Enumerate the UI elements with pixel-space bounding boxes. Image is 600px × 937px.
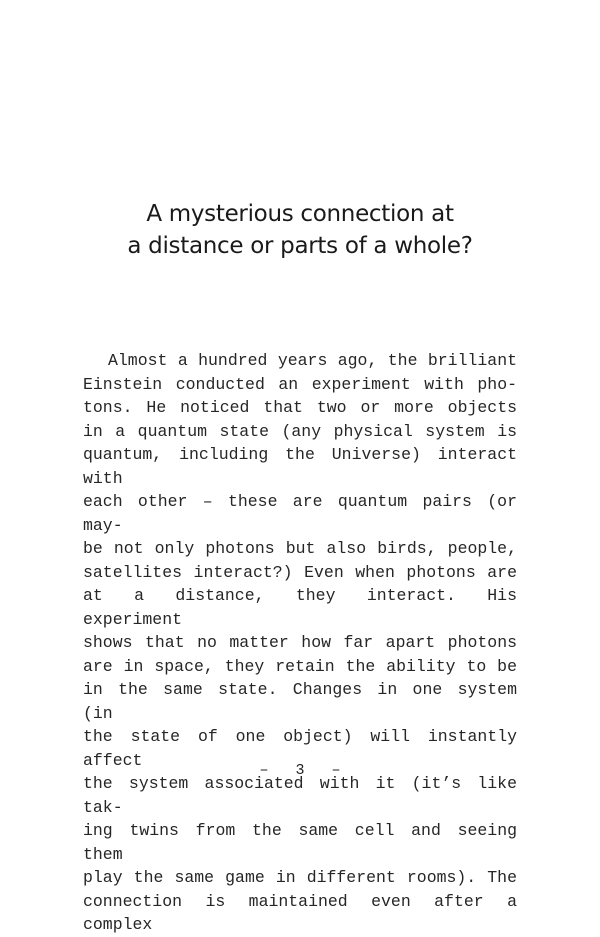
body-line: quantum, including the Universe) interact with — [83, 445, 517, 488]
body-line: satellites interact?) Even when photons are — [83, 562, 517, 582]
body-line: be not only photons but also birds, people, — [83, 539, 517, 558]
body-line: the state of one object) will instantly affect — [83, 727, 517, 770]
chapter-title-line-2: a distance or parts of a whole? — [127, 233, 473, 259]
chapter-title-line-1: A mysterious connection at — [146, 201, 454, 227]
page-number: – 3 – — [259, 762, 341, 779]
body-line: tons. He noticed that two or more objects — [83, 398, 517, 417]
body-line: Almost a hundred years ago, the brilliant — [108, 351, 517, 370]
body-line: in the same state. Changes in one system (in — [83, 680, 517, 723]
body-line: play the same game in different rooms). The — [83, 868, 517, 887]
body-line: ing twins from the same cell and seeing them — [83, 821, 517, 864]
body-line: shows that no matter how far apart photons — [83, 633, 517, 652]
body-text — [83, 349, 517, 937]
body-line: are in space, they retain the ability to be — [83, 656, 517, 676]
body-line: each other – these are quantum pairs (or may- — [83, 492, 517, 535]
body-line: Einstein conducted an experiment with pho- — [83, 374, 517, 394]
body-line: in a quantum state (any physical system is — [83, 421, 517, 441]
body-line: at a distance, they interact. His experiment — [83, 586, 517, 629]
chapter-title — [0, 198, 600, 262]
body-line: connection is maintained even after a complex — [83, 891, 517, 934]
body-line: the system associated with it (it’s like tak- — [83, 774, 517, 817]
